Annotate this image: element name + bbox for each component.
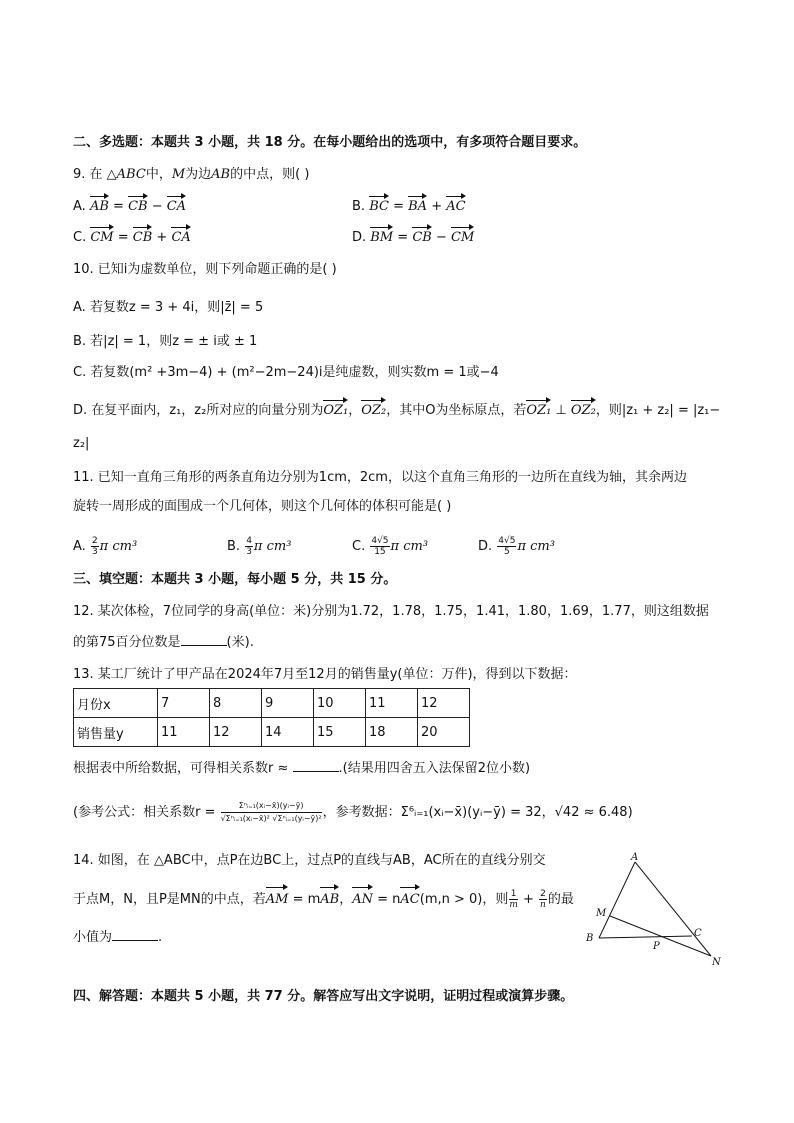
q14-stem-line-1: 14. 如图，在 △ABC中，点P在边BC上，过点P的直线与AB，AC所在的直线分别交 bbox=[73, 853, 546, 868]
segment-an bbox=[635, 862, 711, 956]
triangle-figure bbox=[580, 848, 730, 973]
table-cell: 12 bbox=[418, 689, 470, 718]
q13-question: 根据表中所给数据，可得相关系数r ≈ .(结果用四舍五入法保留2位小数) bbox=[73, 761, 531, 776]
table-row bbox=[74, 689, 470, 718]
q14-stem-line-2: 于点M，N，且P是MN的中点，若AM = mAB，AN = nAC(m,n > 0)，则 $\frac{1}{m}$ + $\frac{2}{n}$ 的最 bbox=[73, 889, 574, 910]
table-row bbox=[74, 718, 470, 747]
q12-stem-line-2: 的第75百分位数是 (米). bbox=[73, 635, 254, 650]
label-p: P bbox=[653, 941, 660, 952]
q11-stem-line-1: 11. 已知一直角三角形的两条直角边分别为1cm，2cm，以这个直角三角形的一边所在直线为轴，其余两边 bbox=[73, 470, 687, 485]
q10-option-b: B. 若|z| = 1，则z = ± i或 ± 1 bbox=[73, 334, 258, 349]
label-m: M bbox=[596, 908, 607, 919]
q9-stem: 9. 在 △ABC中，M为边AB的中点，则( ) bbox=[73, 167, 310, 182]
segment-bc bbox=[599, 936, 692, 938]
section-4-header: 四、解答题：本题共 5 小题，共 77 分。解答应写出文字说明，证明过程或演算步骤。 bbox=[73, 989, 574, 1004]
table-row-header: 销售量y bbox=[74, 718, 158, 747]
label-a: A bbox=[631, 852, 639, 863]
answer-blank bbox=[293, 759, 339, 772]
q10-option-d: D. 在复平面内，z₁，z₂所对应的向量分别为OZ₁，OZ₂，其中O为坐标原点，若OZ₁ ⊥ OZ₂，则|z₁ + z₂| = |z₁− bbox=[73, 403, 721, 418]
table-cell: 9 bbox=[262, 689, 314, 718]
q11-option-c: C. $\frac{4√5}{15}$ π cm³ bbox=[352, 536, 429, 557]
q14-stem-line-3: 小值为 . bbox=[73, 930, 163, 945]
table-cell: 11 bbox=[366, 689, 418, 718]
q10-option-d-continued: z₂| bbox=[73, 436, 90, 451]
segment-ab bbox=[599, 862, 635, 938]
q13-reference: (参考公式：相关系数r = $\frac{\text{Σⁿᵢ₌₁(xᵢ−x̄)(yᵢ−ȳ)}}{\text{√Σⁿᵢ₌₁(xᵢ−x̄)² √Σⁿᵢ₌₁(yᵢ−ȳ)²}}$ ，参考数据：Σ⁶ᵢ₌₁(xᵢ−x̄)(yᵢ−ȳ) = 32，√42 ≈ 6.48) bbox=[73, 801, 633, 823]
q11-option-d: D. $\frac{4√5}{5}$ π cm³ bbox=[478, 536, 555, 557]
q11-option-a: A. $\frac{2}{3}$ π cm³ bbox=[73, 536, 138, 557]
answer-blank bbox=[181, 633, 227, 646]
table-cell: 14 bbox=[262, 718, 314, 747]
q13-stem: 13. 某工厂统计了甲产品在2024年7月至12月的销售量y(单位：万件)，得到以下数据： bbox=[73, 667, 577, 682]
table-cell: 15 bbox=[314, 718, 366, 747]
table-cell: 8 bbox=[210, 689, 262, 718]
section-3-header: 三、填空题：本题共 3 小题，每小题 5 分，共 15 分。 bbox=[73, 572, 397, 587]
q9-option-c: C. CM = CB + CA bbox=[73, 230, 191, 245]
q10-option-a: A. 若复数z = 3 + 4i，则|z̄| = 5 bbox=[73, 300, 264, 315]
answer-blank bbox=[112, 928, 158, 941]
table-cell: 18 bbox=[366, 718, 418, 747]
q9-option-b: B. BC = BA + AC bbox=[352, 199, 466, 214]
label-b: B bbox=[586, 933, 594, 944]
table-cell: 20 bbox=[418, 718, 470, 747]
q10-option-c: C. 若复数(m² +3m−4) + (m²−2m−24)i是纯虚数，则实数m = 1或−4 bbox=[73, 365, 499, 380]
table-cell: 7 bbox=[158, 689, 210, 718]
table-cell: 12 bbox=[210, 718, 262, 747]
q11-option-b: B. $\frac{4}{3}$ π cm³ bbox=[227, 536, 292, 557]
section-2-header: 二、多选题：本题共 3 小题，共 18 分。在每小题给出的选项中，有多项符合题目要求。 bbox=[73, 135, 587, 150]
q11-stem-line-2: 旋转一周形成的面围成一个几何体，则这个几何体的体积可能是( ) bbox=[73, 499, 452, 514]
q9-option-a: A. AB = CB − CA bbox=[73, 199, 187, 214]
table-cell: 11 bbox=[158, 718, 210, 747]
q10-stem: 10. 已知i为虚数单位，则下列命题正确的是( ) bbox=[73, 262, 337, 277]
q9-option-d: D. BM = CB − CM bbox=[352, 230, 475, 245]
table-cell: 10 bbox=[314, 689, 366, 718]
q12-stem-line-1: 12. 某次体检，7位同学的身高(单位：米)分别为1.72，1.78，1.75，1.41，1.80，1.69，1.77，则这组数据 bbox=[73, 604, 709, 619]
sales-table bbox=[73, 688, 470, 747]
label-c: C bbox=[694, 928, 702, 939]
label-n: N bbox=[712, 957, 721, 968]
table-row-header: 月份x bbox=[74, 689, 158, 718]
